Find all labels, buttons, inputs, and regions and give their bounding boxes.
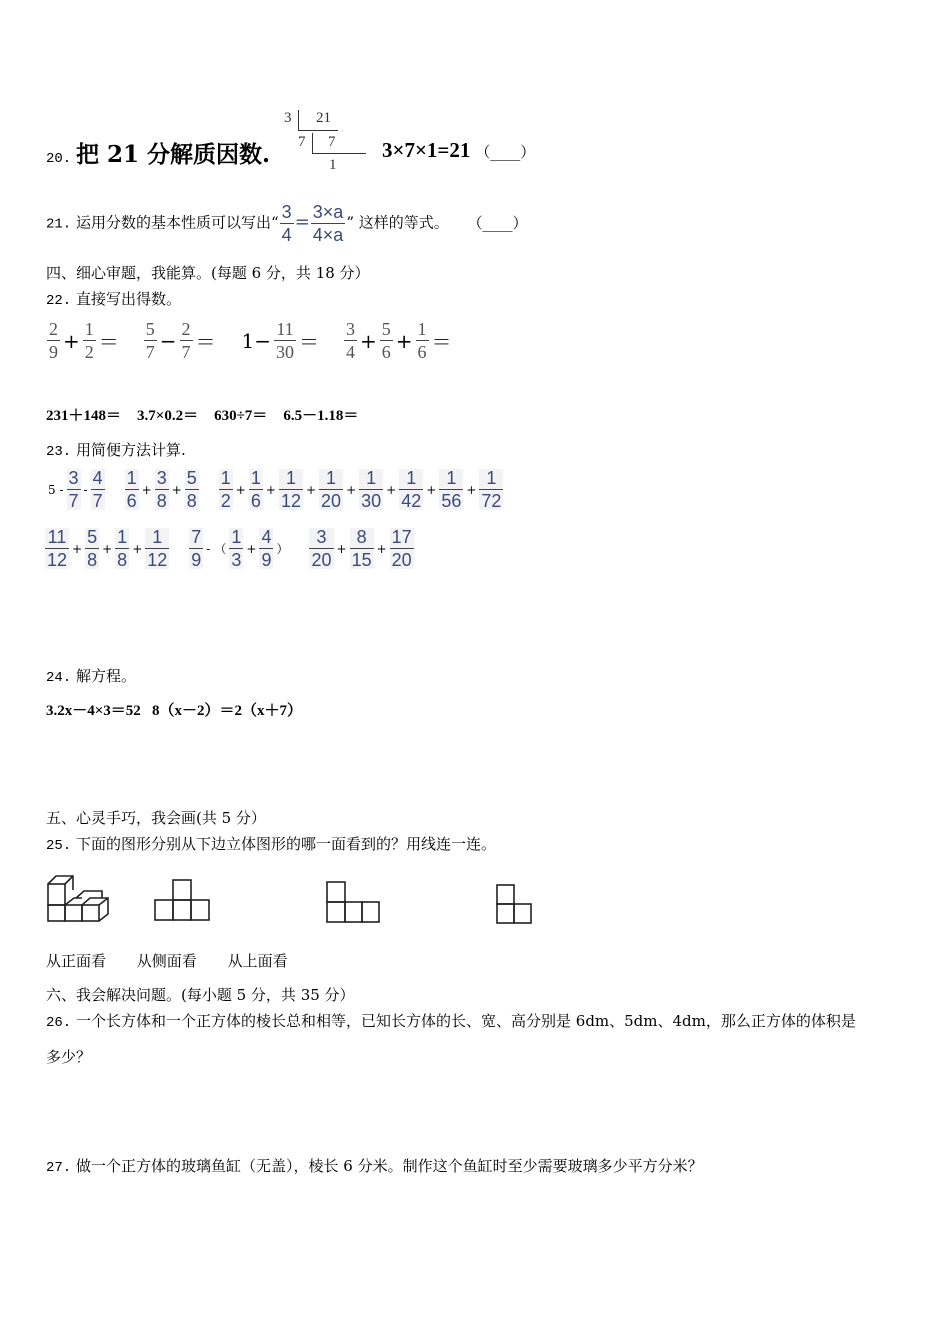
dividend: 7 (328, 134, 336, 150)
question-23 (46, 439, 186, 460)
operator: ＝ (195, 330, 216, 354)
denominator: 8 (87, 550, 98, 570)
operator: + (235, 482, 246, 497)
question-26 (46, 1010, 856, 1031)
factor-ladder (284, 108, 374, 178)
question-number: 23. (46, 444, 72, 460)
fraction (115, 528, 129, 569)
operator: + (132, 541, 143, 556)
decimal-expressions (46, 404, 358, 425)
fraction (83, 320, 96, 361)
decimal-expression: 6.5－1.18＝ (283, 408, 359, 424)
operator: + (336, 541, 347, 556)
operator: + (426, 482, 437, 497)
expression (343, 319, 454, 362)
operator: + (395, 328, 413, 353)
view-front-shape (154, 878, 212, 922)
denominator: 6 (417, 342, 427, 362)
fraction (344, 320, 357, 361)
question-number: 22. (46, 293, 72, 309)
denominator: 7 (92, 491, 103, 511)
fraction (380, 320, 393, 361)
denominator: 15 (351, 550, 372, 570)
expression (308, 527, 414, 570)
fraction (319, 469, 343, 510)
operator: （ (214, 542, 227, 556)
denominator: 7 (181, 342, 191, 362)
fraction (189, 528, 203, 569)
operator: ＝ (431, 330, 452, 354)
operator: − (159, 328, 177, 353)
numerator: 3 (156, 468, 167, 488)
numerator: 5 (87, 527, 98, 547)
expression (143, 319, 218, 362)
divisor: 7 (298, 134, 306, 150)
denominator: 2 (220, 491, 231, 511)
expression (218, 468, 505, 511)
denominator: 20 (391, 550, 412, 570)
fraction (274, 320, 296, 361)
fraction (399, 469, 423, 510)
denominator: 9 (49, 342, 58, 362)
operator: + (246, 541, 257, 556)
question-text: 运用分数的基本性质可以写出“ (76, 213, 279, 232)
operator: + (265, 482, 276, 497)
denominator: 8 (156, 491, 167, 511)
fraction (45, 528, 69, 569)
fraction (67, 469, 81, 510)
view-labels (46, 950, 288, 971)
numerator: 11 (47, 527, 67, 547)
numerator: 4 (92, 468, 103, 488)
equations: 3.2x－4×3＝52 8（x－2）＝2（x＋7） (46, 703, 303, 719)
denominator: 12 (47, 550, 68, 570)
expression (46, 468, 106, 511)
denominator: 2 (84, 342, 94, 362)
operator: + (141, 482, 152, 497)
numerator: 5 (186, 468, 197, 488)
question-25 (46, 833, 496, 854)
fraction (479, 469, 503, 510)
fraction (180, 320, 193, 361)
denominator: 20 (321, 491, 342, 511)
question-text-continued: 多少？ (46, 1048, 92, 1066)
denominator: 20 (311, 550, 332, 570)
question-text: 把 21 分解质因数. (76, 141, 271, 168)
denominator: 9 (261, 550, 272, 570)
expression (44, 527, 170, 570)
label-side-view: 从侧面看 (136, 952, 197, 970)
numerator: 1 (406, 468, 417, 488)
question-text: 做一个正方体的玻璃鱼缸（无盖），棱长 6 分米。制作这个鱼缸时至少需要玻璃多少平方分米？ (76, 1157, 703, 1175)
dividend: 21 (316, 110, 331, 126)
decimal-expression: 630÷7＝ (214, 408, 268, 424)
denominator: 30 (361, 491, 382, 511)
numerator: 17 (391, 527, 412, 547)
operator: + (346, 482, 357, 497)
operator: ＝ (299, 330, 320, 354)
label-top-view: 从上面看 (227, 952, 288, 970)
fraction (91, 469, 105, 510)
numerator: 5 (381, 319, 391, 339)
q20-expression (382, 138, 535, 163)
fraction (259, 528, 273, 569)
numerator: 1 (220, 468, 231, 488)
section-heading: 六、我会解决问题。(每小题 5 分，共 35 分） (46, 986, 355, 1004)
denominator: 6 (381, 342, 391, 362)
operator: 5 - (48, 482, 64, 497)
numerator: 1 (231, 527, 242, 547)
operator: ） (276, 542, 289, 556)
fraction (249, 469, 263, 510)
expression (188, 527, 290, 570)
question-number: 27. (46, 1160, 72, 1176)
numerator: 1 (152, 527, 163, 547)
question-27 (46, 1155, 703, 1176)
fraction (416, 320, 429, 361)
fraction (155, 469, 169, 510)
fraction (219, 469, 233, 510)
section-heading: 四、细心审题，我能算。(每题 6 分，共 18 分） (46, 264, 370, 282)
denominator: 6 (250, 491, 261, 511)
denominator: 12 (280, 491, 301, 511)
question-22 (46, 288, 181, 309)
fraction (125, 469, 139, 510)
view-top-shape (495, 883, 535, 927)
question-text: 直接写出得数。 (76, 290, 182, 308)
fraction: $\frac{3}{4}$ (281, 202, 292, 245)
operator: + (376, 541, 387, 556)
decimal-expression: 3.7×0.2＝ (137, 408, 199, 424)
question-number: 21. (46, 216, 72, 233)
label-front-view: 从正面看 (46, 952, 107, 970)
numerator: 1 (326, 468, 337, 488)
operator: + (72, 541, 83, 556)
numerator: 1 (250, 468, 261, 488)
expression (240, 319, 321, 362)
fraction (439, 469, 463, 510)
fraction: $\frac{3\times a}{4\times a}$ (312, 202, 344, 245)
fraction (145, 528, 169, 569)
question-number: 25. (46, 838, 72, 854)
denominator: 6 (126, 491, 137, 511)
denominator: 8 (117, 550, 128, 570)
denominator: 3 (231, 550, 242, 570)
remainder: 1 (329, 157, 337, 173)
operator: + (171, 482, 182, 497)
calc-row-1 (46, 469, 504, 510)
expression (46, 319, 121, 362)
view-side-shape (325, 880, 383, 924)
denominator: 12 (147, 550, 168, 570)
question-24 (46, 665, 136, 686)
denominator: 7 (145, 342, 155, 362)
fraction-expressions (46, 320, 454, 361)
numerator: 1 (84, 319, 94, 339)
question-20 (46, 136, 270, 169)
denominator: 4 (346, 342, 356, 362)
fraction (185, 469, 199, 510)
fraction (85, 528, 99, 569)
numerator: 3 (68, 468, 79, 488)
numerator: 4 (261, 527, 272, 547)
question-text: 解方程。 (76, 667, 137, 685)
numerator: 2 (181, 319, 191, 339)
denominator: 30 (276, 342, 295, 362)
fraction (309, 528, 333, 569)
numerator: 2 (49, 319, 58, 339)
denominator: 7 (68, 491, 79, 511)
question-number: 24. (46, 670, 72, 686)
fraction (350, 528, 374, 569)
numerator: 7 (191, 527, 202, 547)
numerator: 5 (145, 319, 155, 339)
fraction (359, 469, 383, 510)
numerator: 1 (126, 468, 137, 488)
divisor: 3 (284, 110, 292, 126)
denominator: 56 (441, 491, 462, 511)
answer-blank[interactable]: （____） (475, 143, 536, 161)
numerator: 11 (276, 319, 294, 339)
fraction (279, 469, 303, 510)
denominator: 42 (401, 491, 422, 511)
operator: ＝ (98, 330, 119, 354)
fraction (390, 528, 414, 569)
operator: + (466, 482, 477, 497)
question-number: 20. (46, 151, 72, 167)
operator: 1− (241, 328, 272, 353)
fraction (144, 320, 157, 361)
numerator: 3 (346, 319, 356, 339)
operator: + (102, 541, 113, 556)
numerator: 1 (486, 468, 497, 488)
operator: + (63, 328, 80, 353)
fraction (47, 320, 60, 361)
section-heading: 五、心灵手巧，我会画(共 5 分） (46, 809, 266, 827)
operator: + (386, 482, 397, 497)
question-text: 一个长方体和一个正方体的棱长总和相等，已知长方体的长、宽、高分别是 6dm、5dm、4dm，那么正方体的体积是 (76, 1012, 856, 1030)
numerator: 1 (446, 468, 457, 488)
equation: 3×7×1=21 (382, 138, 471, 162)
operator: + (360, 328, 377, 353)
denominator: 8 (186, 491, 197, 511)
operator: - (83, 482, 88, 497)
solid-figure (46, 870, 118, 922)
numerator: 1 (417, 319, 427, 339)
question-text: ” 这样的等式。 (346, 213, 449, 232)
numerator: 8 (356, 527, 367, 547)
operator: + (305, 482, 317, 497)
operator: - (206, 541, 211, 556)
numerator: 1 (285, 468, 296, 488)
question-text: 下面的图形分别从下边立体图形的哪一面看到的？用线连一连。 (76, 835, 497, 853)
answer-blank[interactable]: （____） (467, 213, 528, 232)
denominator: 72 (481, 491, 502, 511)
question-21 (46, 203, 528, 244)
equals: = (294, 211, 310, 233)
expression (124, 468, 200, 511)
denominator: 9 (191, 550, 202, 570)
numerator: 1 (117, 527, 128, 547)
question-text: 用简便方法计算. (76, 441, 186, 459)
calc-row-2 (44, 528, 415, 569)
fraction (229, 528, 243, 569)
decimal-expression: 231＋148＝ (46, 408, 122, 424)
numerator: 1 (366, 468, 377, 488)
question-number: 26. (46, 1015, 72, 1031)
numerator: 3 (316, 527, 327, 547)
